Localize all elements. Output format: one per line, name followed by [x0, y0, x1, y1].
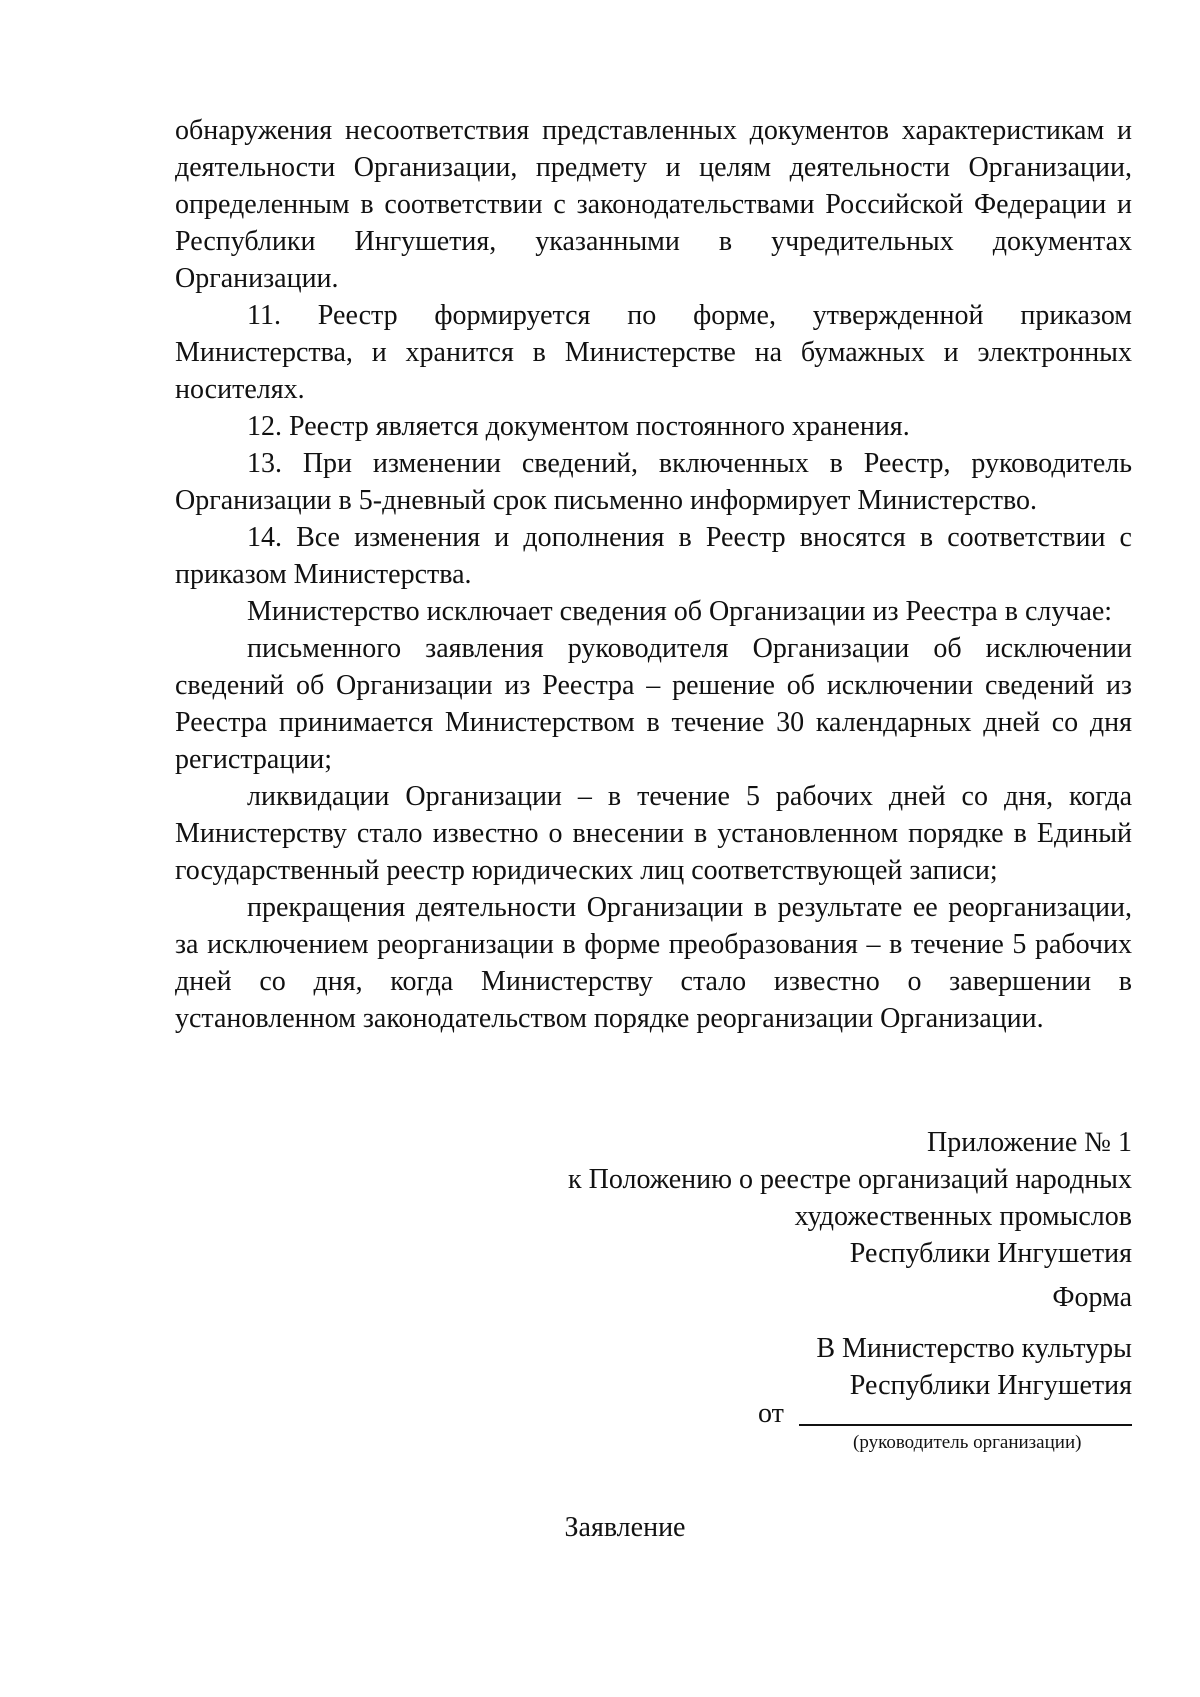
paragraph-13: 13. При изменении сведений, включенных в Реестр, руководитель Организации в 5-дневный срок письменно информирует Министерство. — [175, 448, 1132, 516]
document-title: Заявление — [564, 1512, 686, 1543]
paragraph-exclusion-case-1: письменного заявления руководителя Организации об исключении сведений об Организации из Реестра – решение об исключении сведений из Реестра принимается Министерством в течение 30 календарных дней со дня регистрации; — [175, 633, 1132, 775]
from-prefix: от — [758, 1398, 784, 1429]
paragraph-14: 14. Все изменения и дополнения в Реестр вносятся в соответствии с приказом Министерства. — [175, 522, 1132, 590]
recipient-line-2: Республики Ингушетия — [849, 1370, 1132, 1401]
paragraph-continuation: обнаружения несоответствия представленных документов характеристикам и деятельности Организации, предмету и целям деятельности Организации, определенным в соответствии с законодательствами Российской Федерации и Республики Ингушетия, указанными в учредительных документах Организации. — [175, 115, 1132, 294]
annex-line-2: к Положению о реестре организаций народных — [568, 1164, 1132, 1195]
recipient-block — [500, 1330, 1132, 1404]
annex-line-3: художественных промыслов — [794, 1201, 1132, 1232]
annex-line-1: Приложение № 1 — [927, 1127, 1132, 1158]
annex-line-4: Республики Ингушетия — [849, 1238, 1132, 1269]
form-label: Форма — [1052, 1282, 1132, 1313]
paragraph-exclusion-intro: Министерство исключает сведения об Организации из Реестра в случае: — [247, 596, 1113, 627]
paragraph-11: 11. Реестр формируется по форме, утвержденной приказом Министерства, и хранится в Министерстве на бумажных и электронных носителях. — [175, 300, 1132, 405]
document-body — [175, 112, 1132, 1037]
annex-reference — [500, 1124, 1132, 1272]
from-blank-line — [799, 1424, 1132, 1426]
paragraph-12: 12. Реестр является документом постоянного хранения. — [247, 411, 910, 442]
paragraph-exclusion-case-3: прекращения деятельности Организации в результате ее реорганизации, за исключением реорганизации в форме преобразования – в течение 5 рабочих дней со дня, когда Министерству стало известно о завершении в установленном законодательством порядке реорганизации Организации. — [175, 892, 1132, 1034]
paragraph-exclusion-case-2: ликвидации Организации – в течение 5 рабочих дней со дня, когда Министерству стало известно о внесении в установленном порядке в Единый государственный реестр юридических лиц соответствующей записи; — [175, 781, 1132, 886]
from-caption: (руководитель организации) — [853, 1432, 1082, 1453]
recipient-line-1: В Министерство культуры — [816, 1333, 1132, 1364]
